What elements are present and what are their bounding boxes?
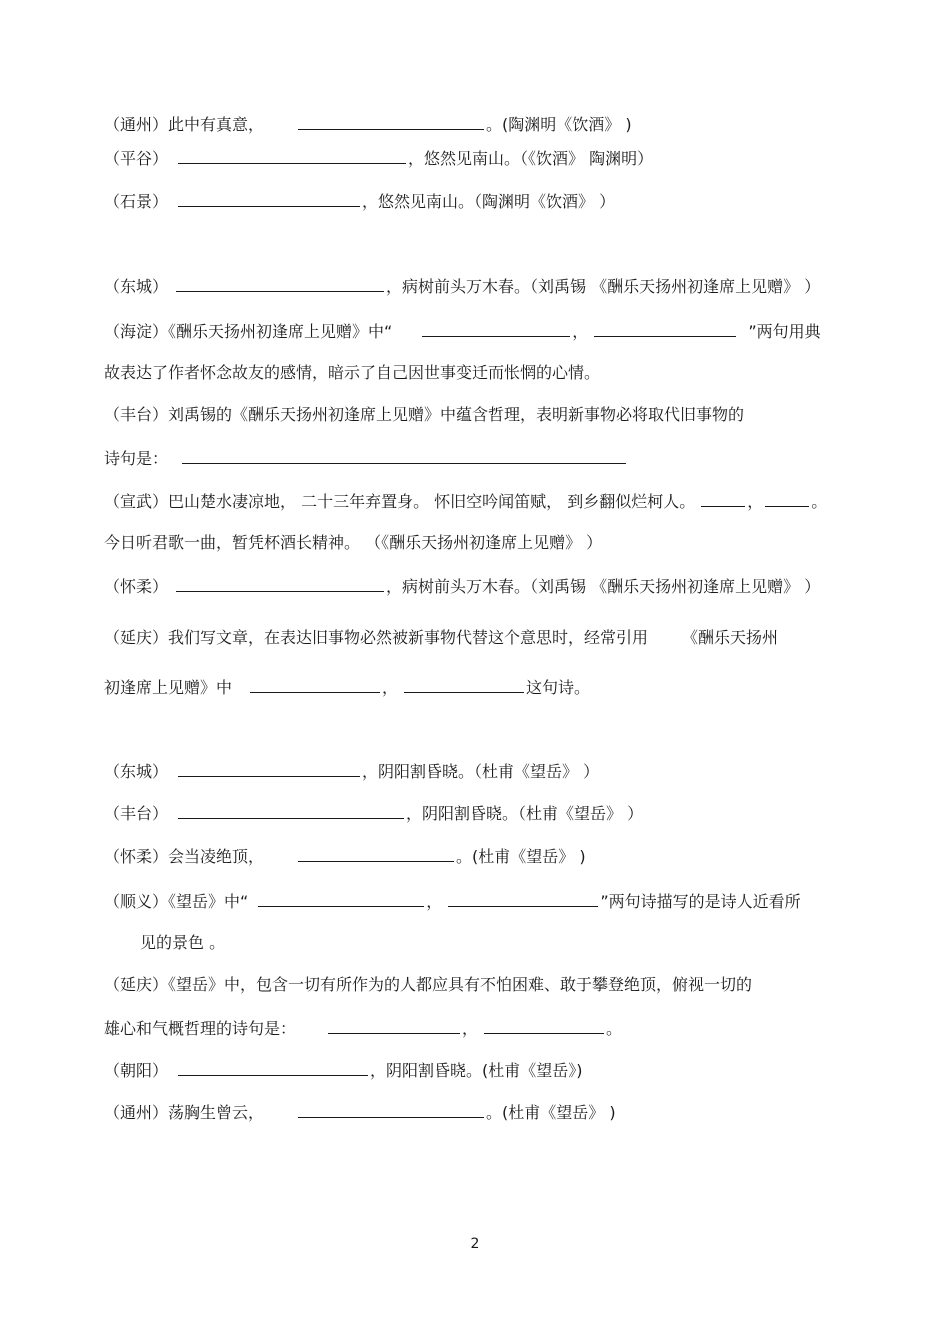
question-line [104, 113, 632, 136]
question-line [104, 845, 586, 868]
answer-blank[interactable] [178, 147, 406, 164]
question-text: （通州）荡胸生曾云， [104, 1103, 265, 1122]
question-text: 。 [811, 492, 828, 511]
question-text: （朝阳） [104, 1061, 169, 1080]
answer-blank[interactable] [448, 890, 598, 907]
answer-blank[interactable] [178, 1059, 368, 1076]
answer-blank[interactable] [594, 320, 736, 337]
question-line [104, 1101, 616, 1124]
question-line [104, 404, 744, 426]
question-text: （通州）此中有真意， [104, 115, 265, 134]
answer-blank[interactable] [178, 760, 360, 777]
question-line [104, 627, 778, 649]
question-text: ”两句诗描写的是诗人近看所 [600, 892, 801, 911]
question-line [104, 1017, 622, 1040]
question-text: （怀柔） [104, 577, 169, 596]
question-text: （宣武）巴山楚水凄凉地， 二十三年弃置身。 怀旧空吟闻笛赋， 到乡翻似烂柯人。 [104, 492, 696, 511]
question-text: 今日听君歌一曲，暂凭杯酒长精神。 （《酬乐天扬州初逢席上见赠》 ） [104, 533, 603, 552]
question-line [104, 320, 821, 343]
question-text: （东城） [104, 762, 169, 781]
question-text: （延庆）我们写文章，在表达旧事物必然被新事物代替这个意思时，经常引用 [104, 628, 649, 647]
answer-blank[interactable] [178, 802, 404, 819]
question-text: ， [382, 678, 399, 697]
question-text: （海淀）《酬乐天扬州初逢席上见赠》中“ [104, 322, 393, 341]
question-line [104, 275, 820, 298]
question-line [104, 676, 590, 699]
question-text: （平谷） [104, 149, 169, 168]
question-text: ， [572, 322, 589, 341]
question-text: （丰台）刘禹锡的《酬乐天扬州初逢席上见赠》中蕴含哲理，表明新事物必将取代旧事物的 [104, 405, 745, 424]
question-line [104, 575, 820, 598]
question-text: 故表达了作者怀念故友的感情，暗示了自己因世事变迁而怅惘的心情。 [104, 363, 601, 382]
answer-blank[interactable] [701, 490, 745, 507]
question-text: 。(杜甫《望岳》 ) [486, 1103, 616, 1122]
question-text: ，阴阳割昏晓。（杜甫《望岳》 ） [406, 804, 644, 823]
question-text: （延庆）《望岳》中，包含一切有所作为的人都应具有不怕困难、敢于攀登绝顶，俯视一切的 [104, 975, 753, 994]
question-text: ，病树前头万木春。（刘禹锡 《酬乐天扬州初逢席上见赠》 ） [386, 277, 821, 296]
question-line [104, 147, 653, 170]
question-text: ，悠然见南山。（《饮酒》 陶渊明） [408, 149, 654, 168]
question-line [104, 760, 599, 783]
answer-blank[interactable] [176, 275, 384, 292]
question-text: ”两句用典 [748, 322, 821, 341]
answer-blank[interactable] [178, 190, 360, 207]
answer-blank[interactable] [250, 676, 380, 693]
question-text: 。(杜甫《望岳》 ) [456, 847, 586, 866]
answer-blank[interactable] [422, 320, 570, 337]
question-text: ， [462, 1019, 479, 1038]
question-text: 。 [606, 1019, 623, 1038]
question-text: 雄心和气概哲理的诗句是： [104, 1019, 297, 1038]
question-line [104, 190, 615, 213]
question-line [104, 362, 600, 384]
question-line [104, 1059, 583, 1082]
question-line [104, 490, 827, 513]
answer-blank[interactable] [182, 447, 626, 464]
question-line [140, 932, 225, 954]
question-line [104, 447, 628, 470]
question-text: 初逢席上见赠》中 [104, 678, 233, 697]
answer-blank[interactable] [404, 676, 524, 693]
answer-blank[interactable] [298, 1101, 484, 1118]
question-line [104, 890, 801, 913]
question-text: 这句诗。 [526, 678, 591, 697]
answer-blank[interactable] [298, 113, 484, 130]
question-text: ，病树前头万木春。（刘禹锡 《酬乐天扬州初逢席上见赠》 ） [386, 577, 821, 596]
question-text: ，阴阳割昏晓。(杜甫《望岳》) [370, 1061, 583, 1080]
question-text: （东城） [104, 277, 169, 296]
question-line [104, 532, 602, 554]
question-line [104, 802, 643, 825]
question-text: ， [426, 892, 443, 911]
answer-blank[interactable] [328, 1017, 460, 1034]
answer-blank[interactable] [176, 575, 384, 592]
question-text: 。(陶渊明《饮酒》 ) [486, 115, 632, 134]
question-text: 诗句是： [104, 449, 169, 468]
question-text: ， [747, 492, 764, 511]
answer-blank[interactable] [298, 845, 454, 862]
question-line [104, 974, 752, 996]
question-text: 见的景色 。 [140, 933, 226, 952]
answer-blank[interactable] [258, 890, 424, 907]
answer-blank[interactable] [484, 1017, 604, 1034]
question-text: ，悠然见南山。（陶渊明《饮酒》 ） [362, 192, 616, 211]
question-text: （丰台） [104, 804, 169, 823]
question-text: 《酬乐天扬州 [682, 628, 779, 647]
question-text: （石景） [104, 192, 169, 211]
question-text: （顺义）《望岳》中“ [104, 892, 249, 911]
answer-blank[interactable] [765, 490, 809, 507]
page-number: 2 [470, 1236, 480, 1252]
question-text: （怀柔）会当凌绝顶， [104, 847, 265, 866]
question-text: ，阴阳割昏晓。（杜甫《望岳》 ） [362, 762, 600, 781]
